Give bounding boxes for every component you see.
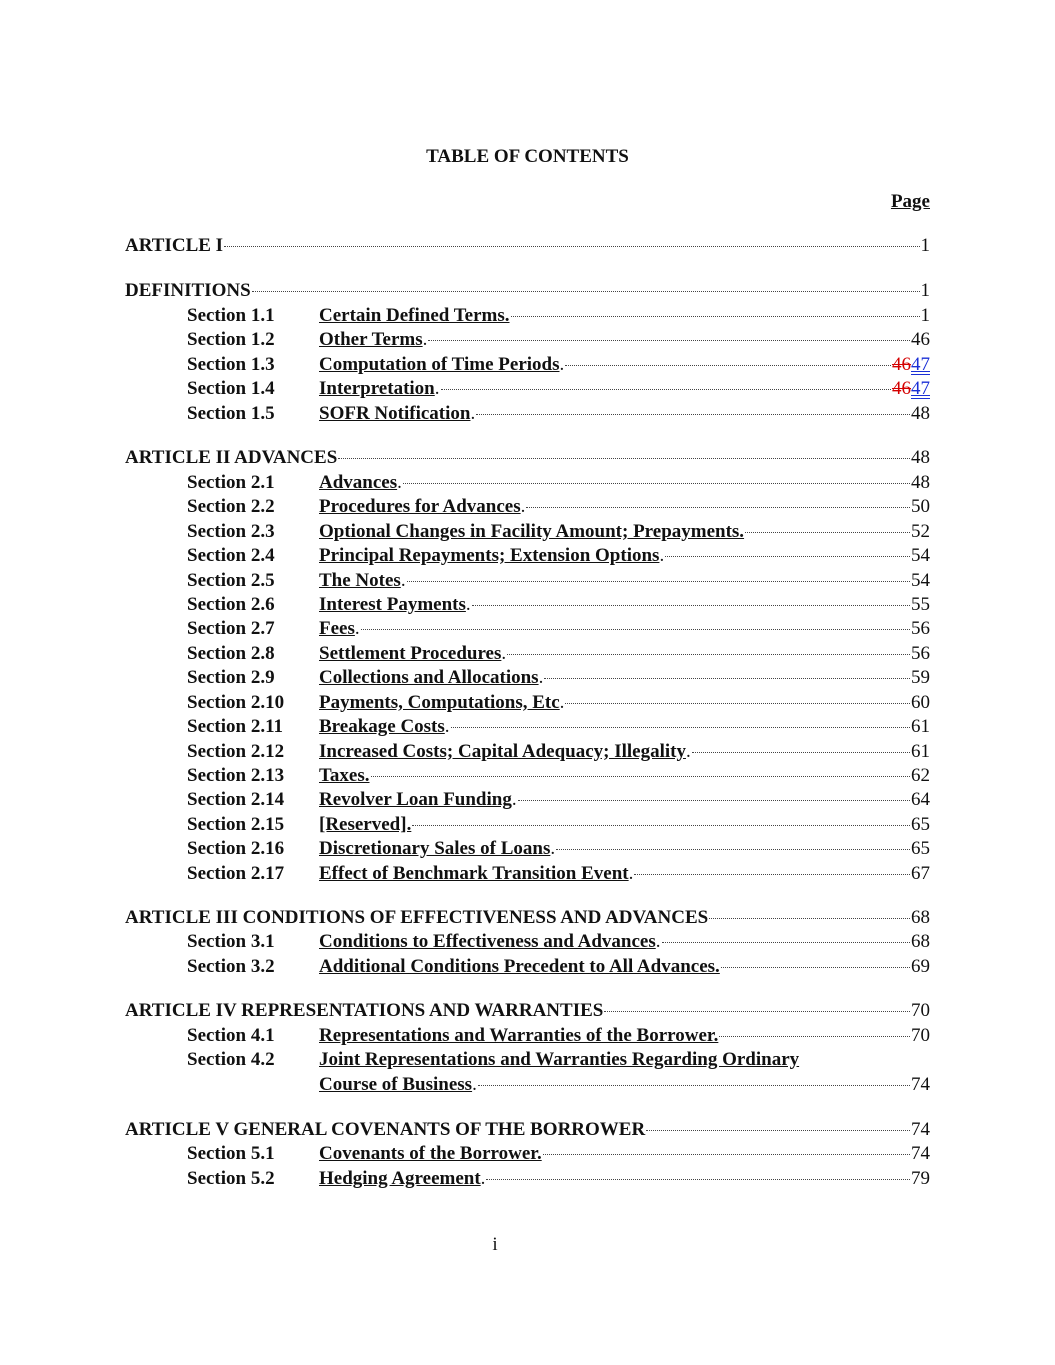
toc-section-entry[interactable] [125,716,930,740]
section-number: Section 2.2 [187,496,275,517]
page-number: 74 [911,1119,930,1140]
toc-section-entry[interactable] [125,838,930,862]
section-title-link[interactable]: Optional Changes in Facility Amount; Prepayments. [319,521,745,542]
dot-leader [745,532,910,533]
dot-leader [478,1085,910,1086]
section-title-punct: . [659,545,665,566]
section-number: Section 3.2 [187,956,275,977]
dot-leader [338,458,910,459]
section-title-link[interactable]: Principal Repayments; Extension Options [319,545,660,566]
section-title-link[interactable]: Additional Conditions Precedent to All Advances. [319,956,720,977]
section-number: Section 2.14 [187,789,285,810]
toc-section-entry-continued[interactable] [125,1074,930,1098]
dot-leader [428,340,910,341]
toc-article-entry[interactable] [125,1119,930,1143]
page-number: 68 [911,907,930,928]
section-title-link[interactable]: Conditions to Effectiveness and Advances [319,931,656,952]
section-title-punct: . [444,716,450,737]
toc-section-entry[interactable] [125,741,930,765]
section-title-link[interactable]: Certain Defined Terms. [319,305,510,326]
section-title-link[interactable]: Discretionary Sales of Loans [319,838,551,859]
toc-section-entry[interactable] [125,618,930,642]
article-label: DEFINITIONS [125,280,251,301]
section-number: Section 2.6 [187,594,275,615]
section-title-link[interactable]: Advances [319,472,398,493]
section-title-link[interactable]: Collections and Allocations [319,667,539,688]
section-number: Section 2.10 [187,692,285,713]
dot-leader [472,605,910,606]
section-title-punct: . [480,1168,486,1189]
dot-leader [662,942,911,943]
dot-leader [719,1036,910,1037]
toc-article-entry[interactable] [125,907,930,931]
toc-section-entry[interactable] [125,403,930,427]
deleted-page-number: 46 [892,354,911,375]
toc-section-entry[interactable] [125,1025,930,1049]
page-number: 1 [920,305,930,326]
dot-leader [646,1130,910,1131]
page-number: 52 [911,521,930,542]
section-title-link[interactable]: Joint Representations and Warranties Regarding Ordinary [319,1049,800,1070]
dot-leader [665,556,910,557]
inserted-page-number: 47 [911,378,930,399]
dot-leader [721,967,910,968]
section-title-punct: . [511,789,517,810]
page-number: 56 [911,643,930,664]
article-label: ARTICLE IV REPRESENTATIONS AND WARRANTIES [125,1000,604,1021]
article-label: ARTICLE III CONDITIONS OF EFFECTIVENESS AND ADVANCES [125,907,709,928]
toc-section-entry[interactable] [125,643,930,667]
page-number: 67 [911,863,930,884]
page-number: 61 [911,716,930,737]
section-title-punct: . [465,594,471,615]
dot-leader [451,727,910,728]
toc-article-entry[interactable] [125,235,930,259]
section-title-punct: . [559,692,565,713]
page-number: 68 [911,931,930,952]
toc-section-entry[interactable] [125,496,930,520]
section-title-punct: . [470,403,476,424]
toc-section-entry[interactable] [125,814,930,838]
section-title-link[interactable]: Representations and Warranties of the Borrower. [319,1025,719,1046]
toc-article-entry[interactable] [125,280,930,304]
page-number: 65 [911,814,930,835]
page-number: 54 [911,545,930,566]
article-label: ARTICLE I [125,235,224,256]
section-number: Section 2.12 [187,741,285,762]
page-number [892,378,930,400]
section-number: Section 2.11 [187,716,284,737]
section-number: Section 3.1 [187,931,275,952]
section-number: Section 5.1 [187,1143,275,1164]
dot-leader [544,678,910,679]
page-number: 79 [911,1168,930,1189]
section-number: Section 1.1 [187,305,275,326]
page-number: 70 [911,1000,930,1021]
section-title-link[interactable]: Increased Costs; Capital Adequacy; Illegality [319,741,686,762]
toc-section-entry[interactable] [125,472,930,496]
page-number: 50 [911,496,930,517]
dot-leader [412,825,910,826]
page-number [892,354,930,376]
page-number: 70 [911,1025,930,1046]
section-title-punct: . [354,618,360,639]
article-label: ARTICLE V GENERAL COVENANTS OF THE BORROWER [125,1119,646,1140]
section-number: Section 2.9 [187,667,275,688]
section-number: Section 1.5 [187,403,275,424]
page-number: 1 [920,280,930,301]
page-number: 48 [911,472,930,493]
page-number: 46 [911,329,930,350]
toc-section-entry[interactable] [125,1168,930,1192]
page-number: 59 [911,667,930,688]
section-number: Section 2.4 [187,545,275,566]
toc-section-entry[interactable] [125,329,930,353]
article-label: ARTICLE II ADVANCES [125,447,338,468]
section-title-link[interactable]: Procedures for Advances [319,496,521,517]
page-number: 69 [911,956,930,977]
toc-section-entry[interactable] [125,863,930,887]
section-title-link[interactable]: Interpretation [319,378,435,399]
section-title-punct: . [685,741,691,762]
section-title-punct: . [434,378,440,399]
section-title-link[interactable]: [Reserved]. [319,814,412,835]
section-title-link-continued[interactable]: Course of Business [319,1074,473,1095]
deleted-page-number: 46 [892,378,911,399]
dot-leader [224,246,919,247]
section-title-link[interactable]: SOFR Notification [319,403,471,424]
toc-section-entry[interactable] [125,305,930,329]
toc-section-entry[interactable] [125,956,930,980]
section-title-link[interactable]: Settlement Procedures [319,643,502,664]
section-title-link[interactable]: Interest Payments [319,594,466,615]
section-number: Section 2.5 [187,570,275,591]
section-title-punct: . [422,329,428,350]
section-number: Section 5.2 [187,1168,275,1189]
dot-leader [511,316,920,317]
dot-leader [543,1154,910,1155]
toc-section-entry[interactable] [125,931,930,955]
section-title-link[interactable]: Hedging Agreement [319,1168,481,1189]
section-number: Section 2.1 [187,472,275,493]
section-number: Section 2.3 [187,521,275,542]
toc-section-entry[interactable] [125,570,930,594]
toc-section-entry[interactable] [125,765,930,789]
section-title-punct: . [628,863,634,884]
dot-leader [565,365,891,366]
section-number: Section 2.16 [187,838,285,859]
section-title-link[interactable]: Fees [319,618,355,639]
section-title-punct: . [559,354,565,375]
toc-section-entry[interactable] [125,692,930,716]
toc-article-entry[interactable] [125,447,930,471]
section-title-link[interactable]: Taxes. [319,765,370,786]
section-number: Section 2.15 [187,814,285,835]
toc-section-entry[interactable] [125,789,930,813]
section-number: Section 2.13 [187,765,285,786]
page-number: 61 [911,741,930,762]
page-number: 54 [911,570,930,591]
dot-leader [441,389,892,390]
section-title-link[interactable]: Payments, Computations, Etc [319,692,560,713]
section-title-link[interactable]: Other Terms [319,329,423,350]
footer-page-number: i [492,1234,498,1255]
dot-leader [634,874,910,875]
toc-section-entry[interactable] [125,667,930,691]
section-number: Section 1.4 [187,378,275,399]
inserted-page-number: 47 [911,354,930,375]
dot-leader [692,752,910,753]
dot-leader [486,1179,910,1180]
dot-leader [361,629,910,630]
toc-section-entry[interactable] [125,521,930,545]
page-column-header: Page [890,191,930,212]
section-title-punct: . [538,667,544,688]
toc-section-entry[interactable] [125,1143,930,1167]
section-number: Section 4.1 [187,1025,275,1046]
dot-leader [565,703,910,704]
page-number: 64 [911,789,930,810]
dot-leader [518,800,910,801]
page-number: 65 [911,838,930,859]
section-title-link[interactable]: Covenants of the Borrower. [319,1143,542,1164]
section-number: Section 4.2 [187,1049,275,1070]
section-title-link[interactable]: Computation of Time Periods [319,354,560,375]
dot-leader [604,1011,910,1012]
section-number: Section 2.7 [187,618,275,639]
toc-section-entry[interactable] [125,1049,930,1073]
toc-section-entry[interactable] [125,378,930,402]
section-title-link[interactable]: Revolver Loan Funding [319,789,512,810]
page-number: 74 [911,1143,930,1164]
section-title-punct: . [472,1074,477,1095]
dot-leader [526,507,910,508]
dot-leader [371,776,910,777]
section-title-punct: . [397,472,402,493]
toc-section-entry[interactable] [125,594,930,618]
page-number: 55 [911,594,930,615]
dot-leader [476,414,910,415]
toc-section-entry[interactable] [125,354,930,378]
section-number: Section 1.3 [187,354,275,375]
page-number: 74 [911,1074,930,1095]
section-title-punct: . [400,570,406,591]
section-number: Section 2.17 [187,863,285,884]
page-number: 48 [911,447,930,468]
section-title-link[interactable]: The Notes [319,570,401,591]
page-number: 48 [911,403,930,424]
dot-leader [407,581,910,582]
section-title-punct: . [520,496,526,517]
page-number: 56 [911,618,930,639]
section-number: Section 1.2 [187,329,275,350]
toc-title: TABLE OF CONTENTS [426,146,629,167]
dot-leader [252,291,920,292]
page-number: 62 [911,765,930,786]
dot-leader [709,918,910,919]
toc-section-entry[interactable] [125,545,930,569]
section-number: Section 2.8 [187,643,275,664]
section-title-punct: . [655,931,661,952]
toc-article-entry[interactable] [125,1000,930,1024]
section-title-punct: . [501,643,507,664]
section-title-link[interactable]: Effect of Benchmark Transition Event [319,863,629,884]
section-title-link[interactable]: Breakage Costs [319,716,445,737]
page-number: 60 [911,692,930,713]
page-number: 1 [920,235,930,256]
section-title-punct: . [550,838,556,859]
dot-leader [556,849,910,850]
dot-leader [507,654,910,655]
dot-leader [403,483,910,484]
